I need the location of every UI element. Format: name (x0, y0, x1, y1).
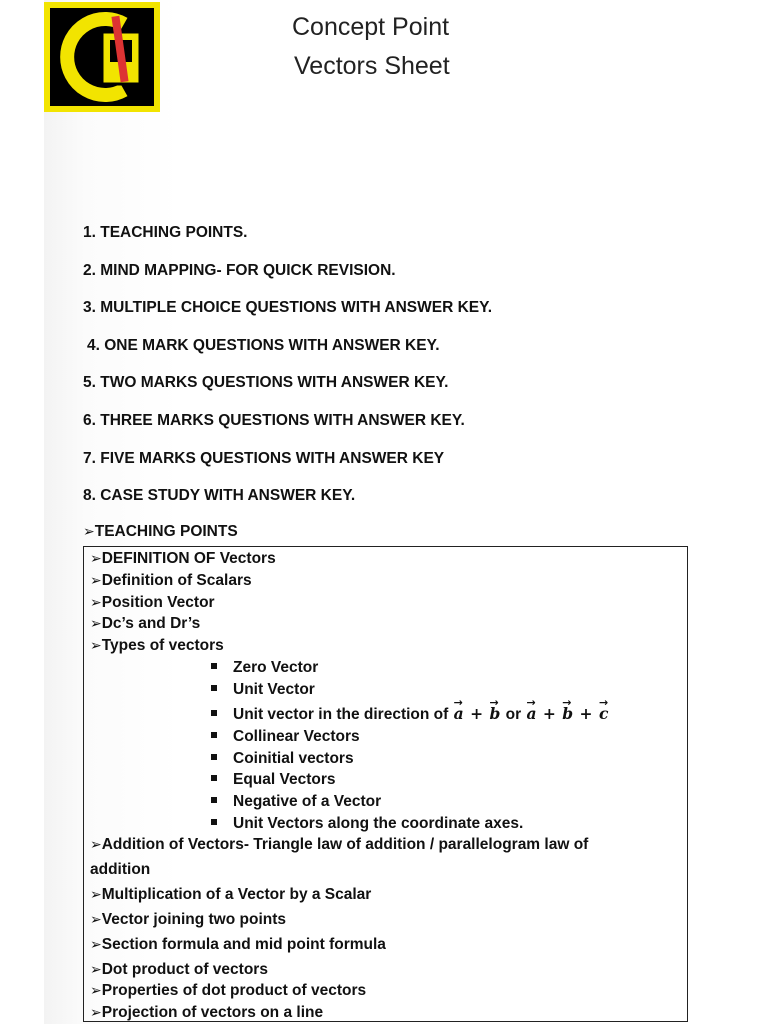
contents-item: 2. MIND MAPPING- FOR QUICK REVISION. (83, 261, 396, 279)
teaching-point: ➢Projection of vectors on a line (90, 1004, 324, 1021)
square-bullet-icon (211, 775, 217, 781)
teaching-point: ➢Types of vectors (90, 637, 224, 654)
arrow-bullet-icon: ➢ (90, 616, 102, 632)
vector-type-item: Unit Vectors along the coordinate axes. (211, 813, 523, 834)
teaching-point: ➢Multiplication of a Vector by a Scalar (90, 886, 372, 903)
vector-expression: → a + → b + → c (525, 704, 609, 723)
document-subtitle: Vectors Sheet (294, 52, 450, 80)
contents-item: 5. TWO MARKS QUESTIONS WITH ANSWER KEY. (83, 374, 449, 392)
square-bullet-icon (211, 710, 217, 716)
teaching-point: ➢Properties of dot product of vectors (90, 982, 367, 999)
contents-list (83, 223, 492, 524)
square-bullet-icon (211, 685, 217, 691)
arrow-bullet-icon: ➢ (90, 638, 102, 654)
teaching-point: ➢Definition of Scalars (90, 572, 252, 589)
contents-item: 3. MULTIPLE CHOICE QUESTIONS WITH ANSWER KEY. (83, 299, 493, 317)
teaching-point: ➢Position Vector (90, 594, 215, 611)
arrow-bullet-icon: ➢ (90, 595, 102, 611)
vector-type-item: Unit vector in the direction of → a + → b or → a + → b + → c (211, 703, 609, 725)
contents-item: 6. THREE MARKS QUESTIONS WITH ANSWER KEY. (83, 411, 465, 429)
arrow-bullet-icon: ➢ (90, 837, 102, 853)
concept-point-logo (44, 2, 160, 112)
square-bullet-icon (211, 754, 217, 760)
arrow-bullet-icon: ➢ (83, 524, 95, 540)
contents-item: 8. CASE STUDY WITH ANSWER KEY. (83, 487, 356, 505)
arrow-bullet-icon: ➢ (90, 887, 102, 903)
square-bullet-icon (211, 732, 217, 738)
teaching-point: ➢Dc’s and Dr’s (90, 615, 201, 632)
vector-type-item: Coinitial vectors (211, 748, 354, 769)
vector-type-item: Collinear Vectors (211, 726, 360, 747)
vector-expression: → a + → b (453, 704, 502, 723)
teaching-points-box (83, 546, 688, 1022)
vector-type-item: Zero Vector (211, 657, 318, 678)
section-heading-text: TEACHING POINTS (94, 523, 238, 540)
vector-type-item: Unit Vector (211, 679, 315, 700)
arrow-bullet-icon: ➢ (90, 573, 102, 589)
square-bullet-icon (211, 797, 217, 803)
teaching-point: ➢Addition of Vectors- Triangle law of addition / parallelogram law of (90, 836, 589, 853)
arrow-bullet-icon: ➢ (90, 962, 102, 978)
teaching-point: ➢DEFINITION OF Vectors (90, 550, 276, 567)
arrow-bullet-icon: ➢ (90, 551, 102, 567)
document-title: Concept Point (292, 13, 450, 41)
vector-type-item: Equal Vectors (211, 769, 336, 790)
contents-item: 4. ONE MARK QUESTIONS WITH ANSWER KEY. (87, 336, 440, 354)
teaching-point: ➢Section formula and mid point formula (90, 936, 386, 953)
arrow-bullet-icon: ➢ (90, 1005, 102, 1021)
square-bullet-icon (211, 819, 217, 825)
arrow-bullet-icon: ➢ (90, 937, 102, 953)
square-bullet-icon (211, 663, 217, 669)
arrow-bullet-icon: ➢ (90, 983, 102, 999)
teaching-point: ➢Dot product of vectors (90, 961, 268, 978)
section-heading (83, 523, 238, 541)
arrow-bullet-icon: ➢ (90, 912, 102, 928)
vector-type-item: Negative of a Vector (211, 791, 381, 812)
contents-item: 7. FIVE MARKS QUESTIONS WITH ANSWER KEY (83, 449, 445, 467)
teaching-point: ➢Vector joining two points (90, 911, 287, 928)
teaching-point-continued: addition (90, 861, 151, 878)
contents-item: 1. TEACHING POINTS. (83, 224, 248, 241)
